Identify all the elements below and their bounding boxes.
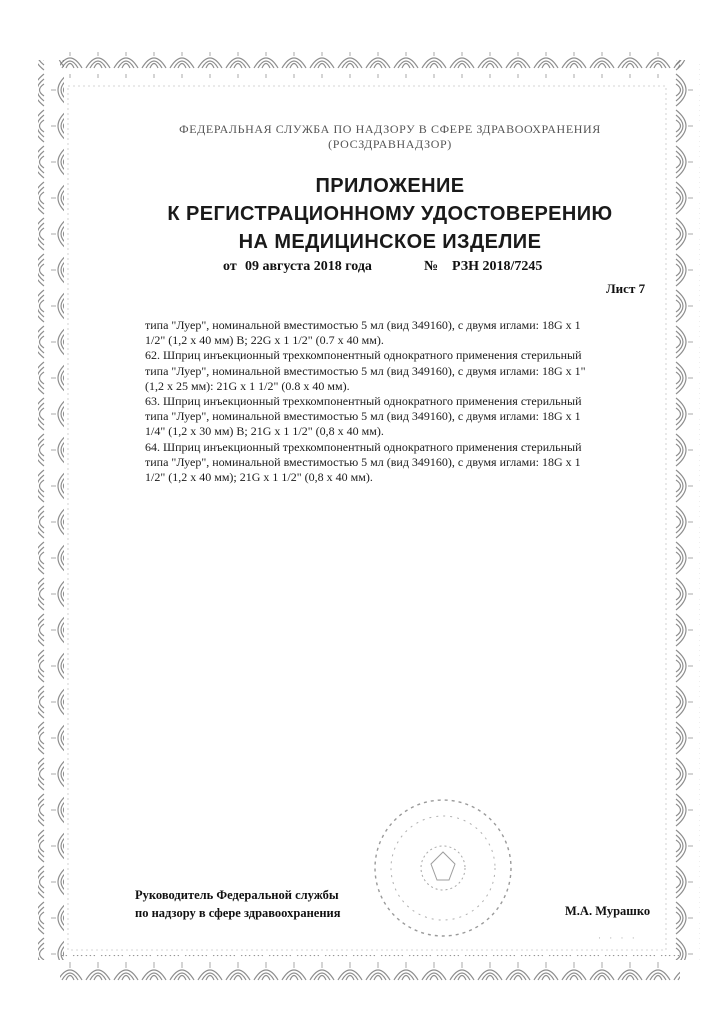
text-line: 62. Шприц инъекционный трехкомпонентный однократного применения стерильный (145, 348, 582, 363)
text-line: типа "Луер", номинальной вместимостью 5 мл (вид 349160), с двумя иглами: 18G х 1" (145, 363, 586, 378)
text-line: типа "Луер", номинальной вместимостью 5 мл (вид 349160), с двумя иглами: 18G х 1 (145, 454, 581, 469)
signer-position (135, 886, 341, 922)
signer-position-line-1: Руководитель Федеральной службы (135, 888, 339, 902)
text-line: типа "Луер", номинальной вместимостью 5 мл (вид 349160), с двумя иглами: 18G х 1 (145, 318, 581, 332)
title-line-1: ПРИЛОЖЕНИЕ (315, 175, 465, 197)
date-label: от (223, 259, 237, 274)
title-line-3: НА МЕДИЦИНСКОЕ ИЗДЕЛИЕ (238, 231, 542, 253)
text-line: 64. Шприц инъекционный трехкомпонентный однократного применения стерильный (145, 439, 582, 454)
signer-name: М.А. Мурашко (565, 904, 651, 918)
registration-date: 09 августа 2018 года (245, 259, 372, 274)
text-line: 1/2" (1,2 х 40 мм) В; 22G х 1 1/2" (0.7 х 40 мм). (145, 333, 384, 348)
agency-short-name: (РОСЗДРАВНАДЗОР) (328, 137, 452, 151)
agency-name: ФЕДЕРАЛЬНАЯ СЛУЖБА ПО НАДЗОРУ В СФЕРЕ ЗДРАВООХРАНЕНИЯ (179, 122, 601, 136)
faint-scan-mark: · · · · (598, 933, 638, 943)
official-seal (355, 790, 530, 940)
registration-number: РЗН 2018/7245 (452, 259, 543, 274)
text-line: типа "Луер", номинальной вместимостью 5 мл (вид 349160), с двумя иглами: 18G х 1 (145, 409, 581, 424)
text-line: 1/4" (1,2 х 30 мм) В; 21G х 1 1/2" (0,8 х 40 мм). (145, 424, 384, 439)
text-line: (1,2 х 25 мм): 21G х 1 1/2" (0.8 х 40 мм). (145, 378, 350, 393)
agency-header (120, 122, 660, 152)
text-line: 63. Шприц инъекционный трехкомпонентный однократного применения стерильный (145, 394, 582, 409)
registration-line (0, 259, 724, 279)
number-label: № (424, 259, 439, 274)
device-list (145, 318, 645, 485)
sheet-number: Лист 7 (606, 281, 646, 296)
text-line: 1/2" (1,2 х 40 мм); 21G х 1 1/2" (0,8 х 40 мм). (145, 470, 373, 485)
signer-position-line-2: по надзору в сфере здравоохранения (135, 906, 341, 920)
document-title (120, 172, 660, 256)
title-line-2: К РЕГИСТРАЦИОННОМУ УДОСТОВЕРЕНИЮ (167, 203, 613, 225)
